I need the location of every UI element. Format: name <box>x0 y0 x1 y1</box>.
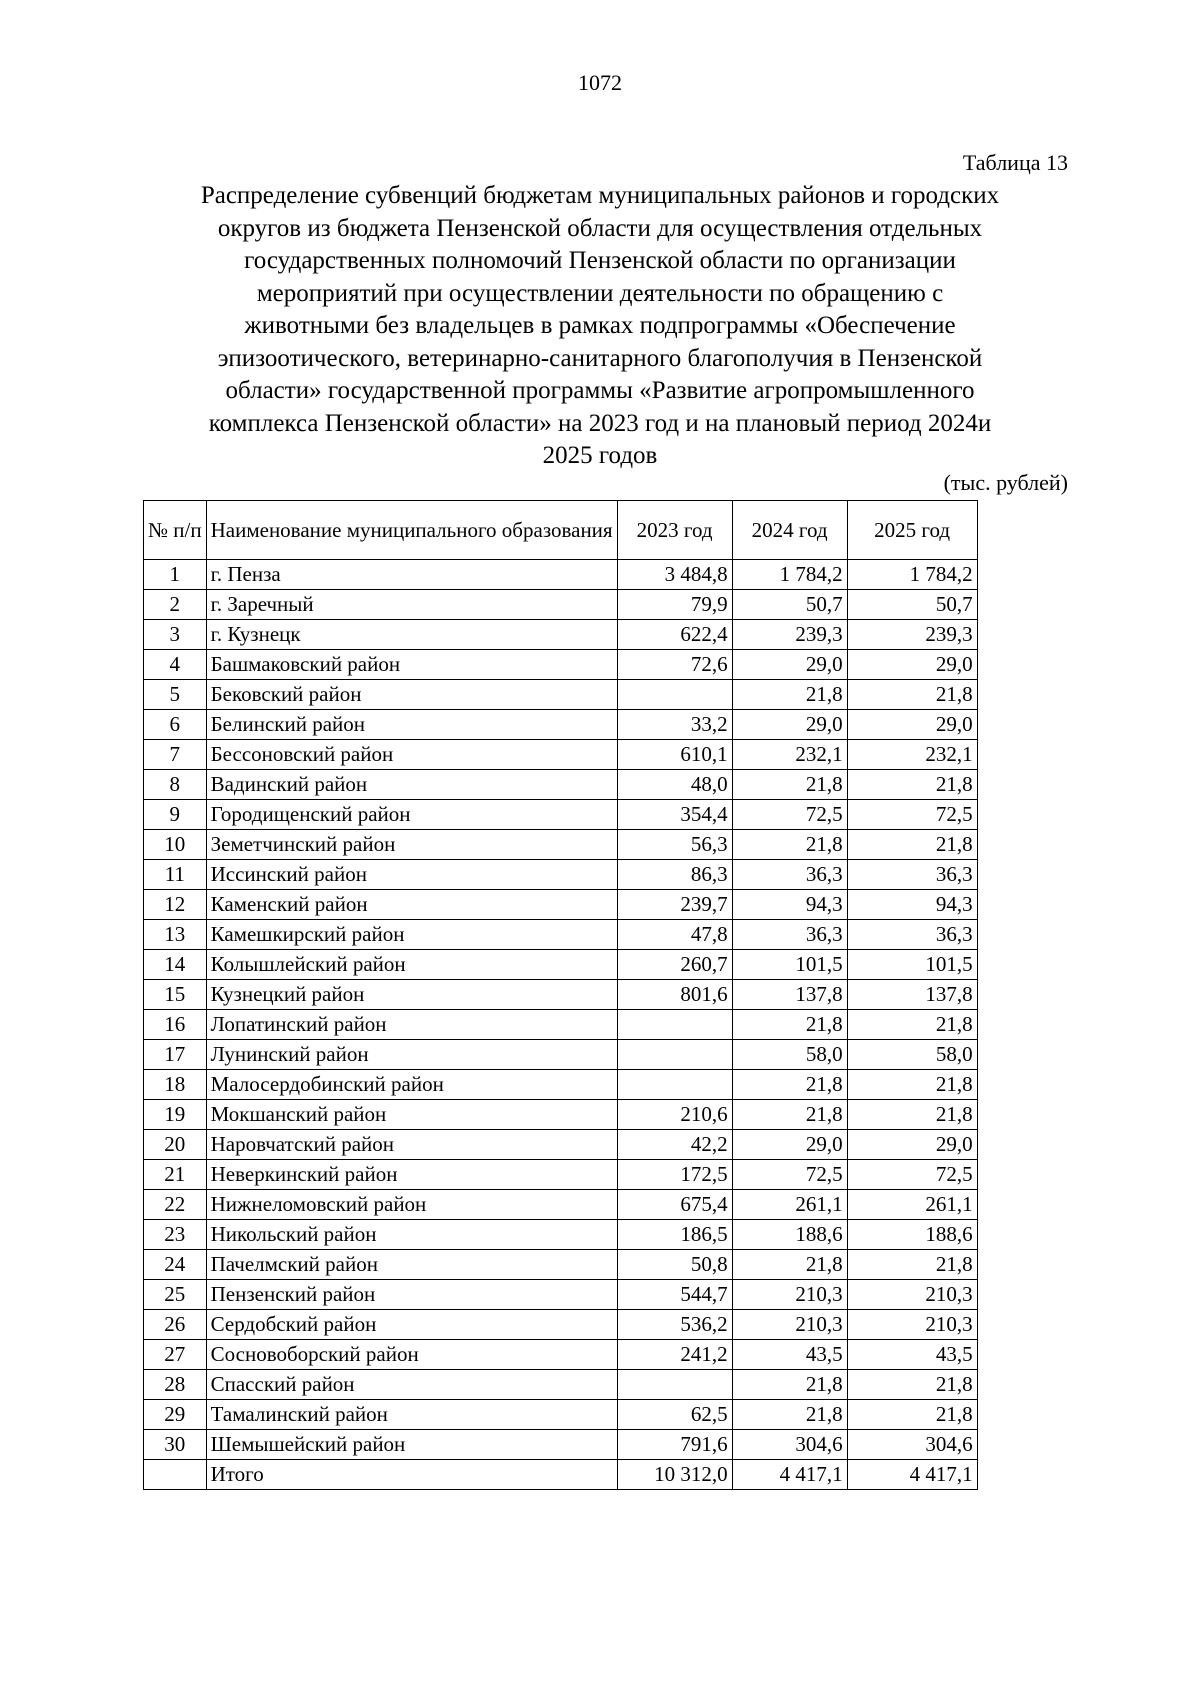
header-2024: 2024 год <box>732 501 847 560</box>
table-row <box>144 680 978 710</box>
cell-name: Сердобский район <box>206 1310 617 1340</box>
cell-2025: 1 784,2 <box>847 560 977 590</box>
cell-2023 <box>617 1070 732 1100</box>
title-line: животными без владельцев в рамках подпрограммы «Обеспечение <box>244 312 956 339</box>
cell-2025: 21,8 <box>847 1400 977 1430</box>
cell-2025: 94,3 <box>847 890 977 920</box>
table-row <box>144 1430 978 1460</box>
cell-2024: 29,0 <box>732 650 847 680</box>
table-row <box>144 1130 978 1160</box>
cell-2025: 101,5 <box>847 950 977 980</box>
cell-2024: 21,8 <box>732 1400 847 1430</box>
cell-name: г. Кузнецк <box>206 620 617 650</box>
page-number: 1072 <box>578 70 622 95</box>
cell-2023: 622,4 <box>617 620 732 650</box>
table-row <box>144 1340 978 1370</box>
cell-2023: 791,6 <box>617 1430 732 1460</box>
cell-name: Иссинский район <box>206 860 617 890</box>
cell-name: Неверкинский район <box>206 1160 617 1190</box>
cell-2025: 21,8 <box>847 830 977 860</box>
cell-name: Нижнеломовский район <box>206 1190 617 1220</box>
cell-num: 22 <box>144 1190 207 1220</box>
cell-name: Белинский район <box>206 710 617 740</box>
cell-2023: 610,1 <box>617 740 732 770</box>
cell-name: Камешкирский район <box>206 920 617 950</box>
cell-name: Итого <box>206 1460 617 1490</box>
cell-2023: 536,2 <box>617 1310 732 1340</box>
cell-2025: 43,5 <box>847 1340 977 1370</box>
title-line: области» государственной программы «Развитие агропромышленного <box>225 377 975 404</box>
cell-2025: 50,7 <box>847 590 977 620</box>
header-2025: 2025 год <box>847 501 977 560</box>
cell-2024: 239,3 <box>732 620 847 650</box>
cell-2024: 21,8 <box>732 1250 847 1280</box>
cell-num: 25 <box>144 1280 207 1310</box>
cell-2025: 58,0 <box>847 1040 977 1070</box>
cell-2023: 354,4 <box>617 800 732 830</box>
cell-2024: 36,3 <box>732 920 847 950</box>
table-row <box>144 620 978 650</box>
cell-2025: 21,8 <box>847 680 977 710</box>
cell-num: 15 <box>144 980 207 1010</box>
subvention-table <box>143 500 978 1490</box>
cell-name: Земетчинский район <box>206 830 617 860</box>
cell-2025: 21,8 <box>847 770 977 800</box>
cell-2024: 232,1 <box>732 740 847 770</box>
cell-2023: 172,5 <box>617 1160 732 1190</box>
cell-name: г. Заречный <box>206 590 617 620</box>
cell-2025: 239,3 <box>847 620 977 650</box>
cell-2023 <box>617 1040 732 1070</box>
cell-name: Сосновоборский район <box>206 1340 617 1370</box>
cell-2025: 29,0 <box>847 1130 977 1160</box>
cell-name: Башмаковский район <box>206 650 617 680</box>
cell-num: 27 <box>144 1340 207 1370</box>
cell-2024: 58,0 <box>732 1040 847 1070</box>
table-row <box>144 920 978 950</box>
cell-name: Тамалинский район <box>206 1400 617 1430</box>
header-num: № п/п <box>144 501 207 560</box>
table-body <box>144 560 978 1490</box>
cell-2025: 304,6 <box>847 1430 977 1460</box>
cell-num: 13 <box>144 920 207 950</box>
table-row <box>144 1190 978 1220</box>
cell-num: 28 <box>144 1370 207 1400</box>
table-row <box>144 1100 978 1130</box>
cell-name: Лунинский район <box>206 1040 617 1070</box>
cell-2023: 72,6 <box>617 650 732 680</box>
cell-2025: 36,3 <box>847 860 977 890</box>
cell-2024: 21,8 <box>732 770 847 800</box>
cell-2025: 21,8 <box>847 1370 977 1400</box>
cell-2025: 21,8 <box>847 1010 977 1040</box>
cell-num: 29 <box>144 1400 207 1430</box>
cell-num: 26 <box>144 1310 207 1340</box>
table-row <box>144 1280 978 1310</box>
cell-2025: 72,5 <box>847 1160 977 1190</box>
cell-2025: 36,3 <box>847 920 977 950</box>
title-line: мероприятий при осуществлении деятельности по обращению с <box>256 279 944 307</box>
cell-2025: 232,1 <box>847 740 977 770</box>
cell-2023: 48,0 <box>617 770 732 800</box>
cell-2024: 72,5 <box>732 800 847 830</box>
cell-num: 10 <box>144 830 207 860</box>
cell-2023: 50,8 <box>617 1250 732 1280</box>
table-row <box>144 560 978 590</box>
cell-2025: 4 417,1 <box>847 1460 977 1490</box>
cell-num: 6 <box>144 710 207 740</box>
cell-name: Кузнецкий район <box>206 980 617 1010</box>
cell-2023 <box>617 680 732 710</box>
cell-2024: 1 784,2 <box>732 560 847 590</box>
cell-2024: 304,6 <box>732 1430 847 1460</box>
cell-num: 11 <box>144 860 207 890</box>
table-row <box>144 770 978 800</box>
cell-2024: 210,3 <box>732 1310 847 1340</box>
cell-name: Бековский район <box>206 680 617 710</box>
cell-2024: 94,3 <box>732 890 847 920</box>
cell-num: 16 <box>144 1010 207 1040</box>
cell-2023: 47,8 <box>617 920 732 950</box>
cell-2024: 210,3 <box>732 1280 847 1310</box>
table-header-row <box>144 501 978 560</box>
table-row <box>144 1310 978 1340</box>
table-row <box>144 860 978 890</box>
cell-2023: 3 484,8 <box>617 560 732 590</box>
units-label: (тыс. рублей) <box>943 470 1068 495</box>
cell-num: 24 <box>144 1250 207 1280</box>
cell-num: 7 <box>144 740 207 770</box>
cell-2023: 10 312,0 <box>617 1460 732 1490</box>
cell-name: Городищенский район <box>206 800 617 830</box>
cell-2024: 72,5 <box>732 1160 847 1190</box>
table-row <box>144 1250 978 1280</box>
cell-2024: 50,7 <box>732 590 847 620</box>
cell-2024: 29,0 <box>732 710 847 740</box>
cell-num: 18 <box>144 1070 207 1100</box>
cell-2024: 21,8 <box>732 1370 847 1400</box>
cell-2023: 241,2 <box>617 1340 732 1370</box>
cell-2025: 188,6 <box>847 1220 977 1250</box>
cell-2023: 210,6 <box>617 1100 732 1130</box>
cell-num: 4 <box>144 650 207 680</box>
cell-2024: 101,5 <box>732 950 847 980</box>
cell-2023: 260,7 <box>617 950 732 980</box>
cell-2023: 675,4 <box>617 1190 732 1220</box>
cell-num: 17 <box>144 1040 207 1070</box>
total-row <box>144 1460 978 1490</box>
table-row <box>144 1040 978 1070</box>
title-line: государственных полномочий Пензенской области по организации <box>244 247 956 274</box>
cell-num: 5 <box>144 680 207 710</box>
cell-2023: 186,5 <box>617 1220 732 1250</box>
cell-2024: 137,8 <box>732 980 847 1010</box>
cell-num: 1 <box>144 560 207 590</box>
cell-2025: 21,8 <box>847 1070 977 1100</box>
table-row <box>144 650 978 680</box>
cell-name: Колышлейский район <box>206 950 617 980</box>
header-2023: 2023 год <box>617 501 732 560</box>
table-row <box>144 1160 978 1190</box>
document-title <box>140 180 1060 473</box>
cell-num: 21 <box>144 1160 207 1190</box>
cell-2023: 33,2 <box>617 710 732 740</box>
table-row <box>144 1010 978 1040</box>
cell-2024: 21,8 <box>732 1070 847 1100</box>
title-line: округов из бюджета Пензенской области для осуществления отдельных <box>217 214 983 242</box>
table-row <box>144 1070 978 1100</box>
cell-2024: 21,8 <box>732 830 847 860</box>
cell-2023: 79,9 <box>617 590 732 620</box>
cell-name: Каменский район <box>206 890 617 920</box>
cell-name: Наровчатский район <box>206 1130 617 1160</box>
cell-name: Пензенский район <box>206 1280 617 1310</box>
table-row <box>144 1220 978 1250</box>
cell-num: 12 <box>144 890 207 920</box>
cell-2025: 21,8 <box>847 1250 977 1280</box>
cell-2023: 544,7 <box>617 1280 732 1310</box>
cell-2025: 29,0 <box>847 650 977 680</box>
title-line: Распределение субвенций бюджетам муниципальных районов и городских <box>200 182 1000 209</box>
cell-name: Спасский район <box>206 1370 617 1400</box>
table-row <box>144 890 978 920</box>
cell-num <box>144 1460 207 1490</box>
cell-2023: 56,3 <box>617 830 732 860</box>
cell-2024: 36,3 <box>732 860 847 890</box>
cell-2024: 188,6 <box>732 1220 847 1250</box>
cell-2025: 210,3 <box>847 1280 977 1310</box>
cell-name: Бессоновский район <box>206 740 617 770</box>
cell-2023: 239,7 <box>617 890 732 920</box>
cell-name: Лопатинский район <box>206 1010 617 1040</box>
table-row <box>144 830 978 860</box>
table-row <box>144 1400 978 1430</box>
cell-2025: 137,8 <box>847 980 977 1010</box>
title-line: комплекса Пензенской области» на 2023 год и на плановый период 2024и <box>208 409 992 437</box>
cell-num: 30 <box>144 1430 207 1460</box>
table-row <box>144 800 978 830</box>
cell-2023: 86,3 <box>617 860 732 890</box>
cell-name: Вадинский район <box>206 770 617 800</box>
cell-num: 3 <box>144 620 207 650</box>
table-row <box>144 710 978 740</box>
cell-2024: 29,0 <box>732 1130 847 1160</box>
cell-2024: 21,8 <box>732 1010 847 1040</box>
cell-2024: 21,8 <box>732 680 847 710</box>
table-row <box>144 590 978 620</box>
cell-num: 9 <box>144 800 207 830</box>
cell-2025: 261,1 <box>847 1190 977 1220</box>
cell-2024: 4 417,1 <box>732 1460 847 1490</box>
cell-name: Мокшанский район <box>206 1100 617 1130</box>
table-row <box>144 1370 978 1400</box>
cell-name: Пачелмский район <box>206 1250 617 1280</box>
cell-name: Никольский район <box>206 1220 617 1250</box>
title-line: эпизоотического, ветеринарно-санитарного благополучия в Пензенской <box>217 344 983 372</box>
cell-name: Шемышейский район <box>206 1430 617 1460</box>
cell-num: 20 <box>144 1130 207 1160</box>
cell-name: г. Пенза <box>206 560 617 590</box>
table-row <box>144 980 978 1010</box>
table-row <box>144 740 978 770</box>
cell-2023: 42,2 <box>617 1130 732 1160</box>
cell-2024: 43,5 <box>732 1340 847 1370</box>
cell-2024: 21,8 <box>732 1100 847 1130</box>
cell-name: Малосердобинский район <box>206 1070 617 1100</box>
cell-num: 14 <box>144 950 207 980</box>
cell-num: 23 <box>144 1220 207 1250</box>
cell-2023: 801,6 <box>617 980 732 1010</box>
title-line: 2025 годов <box>542 442 658 469</box>
cell-2023: 62,5 <box>617 1400 732 1430</box>
cell-num: 2 <box>144 590 207 620</box>
cell-2023 <box>617 1010 732 1040</box>
cell-2024: 261,1 <box>732 1190 847 1220</box>
table-label: Таблица 13 <box>962 150 1068 175</box>
cell-2025: 29,0 <box>847 710 977 740</box>
cell-2025: 72,5 <box>847 800 977 830</box>
cell-2025: 210,3 <box>847 1310 977 1340</box>
cell-2023 <box>617 1370 732 1400</box>
header-name: Наименование муниципального образования <box>206 501 617 560</box>
table-row <box>144 950 978 980</box>
cell-2025: 21,8 <box>847 1100 977 1130</box>
cell-num: 19 <box>144 1100 207 1130</box>
cell-num: 8 <box>144 770 207 800</box>
